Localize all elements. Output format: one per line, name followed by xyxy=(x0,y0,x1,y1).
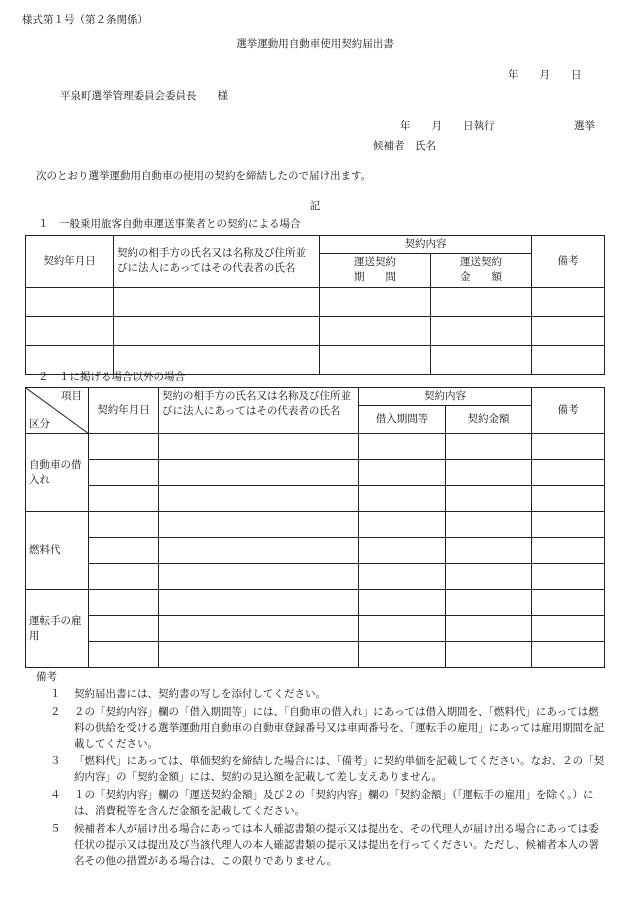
document-title: 選挙運動用自動車使用契約届出書 xyxy=(236,38,394,50)
diag-bottom-label: 区分 xyxy=(29,418,50,430)
note-number: ３ xyxy=(50,755,61,768)
addressee: 平泉町選挙管理委員会委員長 様 xyxy=(60,90,228,102)
election-name: 選挙 xyxy=(574,120,595,132)
t2-col-contents: 契約内容 xyxy=(359,388,532,406)
candidate-name: 候補者 氏名 xyxy=(373,140,436,152)
table-row xyxy=(26,590,605,616)
intro-text: 次のとおり選挙運動用自動車の使用の契約を締結したので届け出ます。 xyxy=(36,170,372,182)
table1-heading: １ 一般乗用旅客自動車運送事業者との契約による場合 xyxy=(38,218,301,230)
t1-col-amount: 運送契約 金 額 xyxy=(431,254,532,287)
note-item xyxy=(36,687,606,703)
note-text: 契約届出書には、契約書の写しを添付してください。 xyxy=(74,687,326,700)
table-row xyxy=(26,345,605,374)
t2-col-period: 借入期間等 xyxy=(359,406,446,434)
t2-col-party: 契約の相手方の氏名又は名称及び住所並びに法人にあってはその代表者の氏名 xyxy=(159,388,359,434)
table-row xyxy=(26,316,605,345)
t2-diagonal-header xyxy=(26,388,89,434)
note-text: ２の「契約内容」欄の「借入期間等」には、「自動車の借入れ」にあっては借入期間を、「燃料代」にあっては燃料の供給を受ける選挙運動用自動車の自動車登録番号又は車両番号を、「運転手の雇用」にあっては雇用期間を記載してください。 xyxy=(74,705,605,750)
election-date: 年 月 日執行 xyxy=(400,120,495,132)
table-row xyxy=(26,616,605,642)
note-item xyxy=(36,822,606,870)
section-fuel: 燃料代 xyxy=(26,512,89,590)
table-row xyxy=(26,486,605,512)
ki-label: 記 xyxy=(309,200,321,212)
submission-date: 年 月 日 xyxy=(508,69,582,81)
table2 xyxy=(25,387,605,668)
note-number: ２ xyxy=(50,705,61,718)
table-row xyxy=(26,642,605,668)
note-item xyxy=(36,788,606,820)
diag-top-label: 項目 xyxy=(61,390,82,402)
t2-col-date: 契約年月日 xyxy=(89,388,159,434)
note-text: 「燃料代」にあっては、単価契約を締結した場合には、「備考」に契約単価を記載してください。なお、２の「契約内容」の「契約金額」には、契約の見込額を記載して差し支えありません。 xyxy=(74,755,605,784)
table-row xyxy=(26,434,605,460)
notes-title: 備考 xyxy=(36,671,57,683)
section-driver-employment: 運転手の雇用 xyxy=(26,590,89,668)
note-number: ４ xyxy=(50,789,61,802)
t1-col-period: 運送契約 期 間 xyxy=(320,254,431,287)
note-item xyxy=(36,754,606,786)
note-text: 候補者本人が届け出る場合にあっては本人確認書類の提示又は提出を、その代理人が届け出る場合にあっては委任状の提示又は提出及び当該代理人の本人確認書類の提示又は提出を行ってください。ただし、候補者本人の署名その他の措置がある場合は、この限りでありません。 xyxy=(74,823,599,868)
table1 xyxy=(25,235,605,375)
section-vehicle-rental: 自動車の借入れ xyxy=(26,434,89,512)
t2-col-amount: 契約金額 xyxy=(446,406,532,434)
t1-col-date: 契約年月日 xyxy=(26,236,114,288)
note-number: １ xyxy=(50,687,61,700)
table-row xyxy=(26,287,605,316)
t1-col-contents: 契約内容 xyxy=(320,236,532,254)
t1-col-party: 契約の相手方の氏名又は名称及び住所並びに法人にあってはその代表者の氏名 xyxy=(114,236,320,288)
table-row xyxy=(26,564,605,590)
table2-heading: ２ １に掲げる場合以外の場合 xyxy=(38,371,185,383)
note-number: ５ xyxy=(50,823,61,836)
t2-col-remarks: 備考 xyxy=(532,388,605,434)
notes-section xyxy=(36,671,606,872)
table-row xyxy=(26,538,605,564)
table-row xyxy=(26,460,605,486)
t1-col-remarks: 備考 xyxy=(532,236,605,288)
note-item xyxy=(36,705,606,753)
table-row xyxy=(26,512,605,538)
form-number: 様式第１号（第２条関係） xyxy=(22,14,148,26)
note-text: １の「契約内容」欄の「運送契約金額」及び２の「契約内容」欄の「契約金額」（「運転手の雇用」を除く。）には、消費税等を含んだ金額を記載してください。 xyxy=(74,789,594,818)
